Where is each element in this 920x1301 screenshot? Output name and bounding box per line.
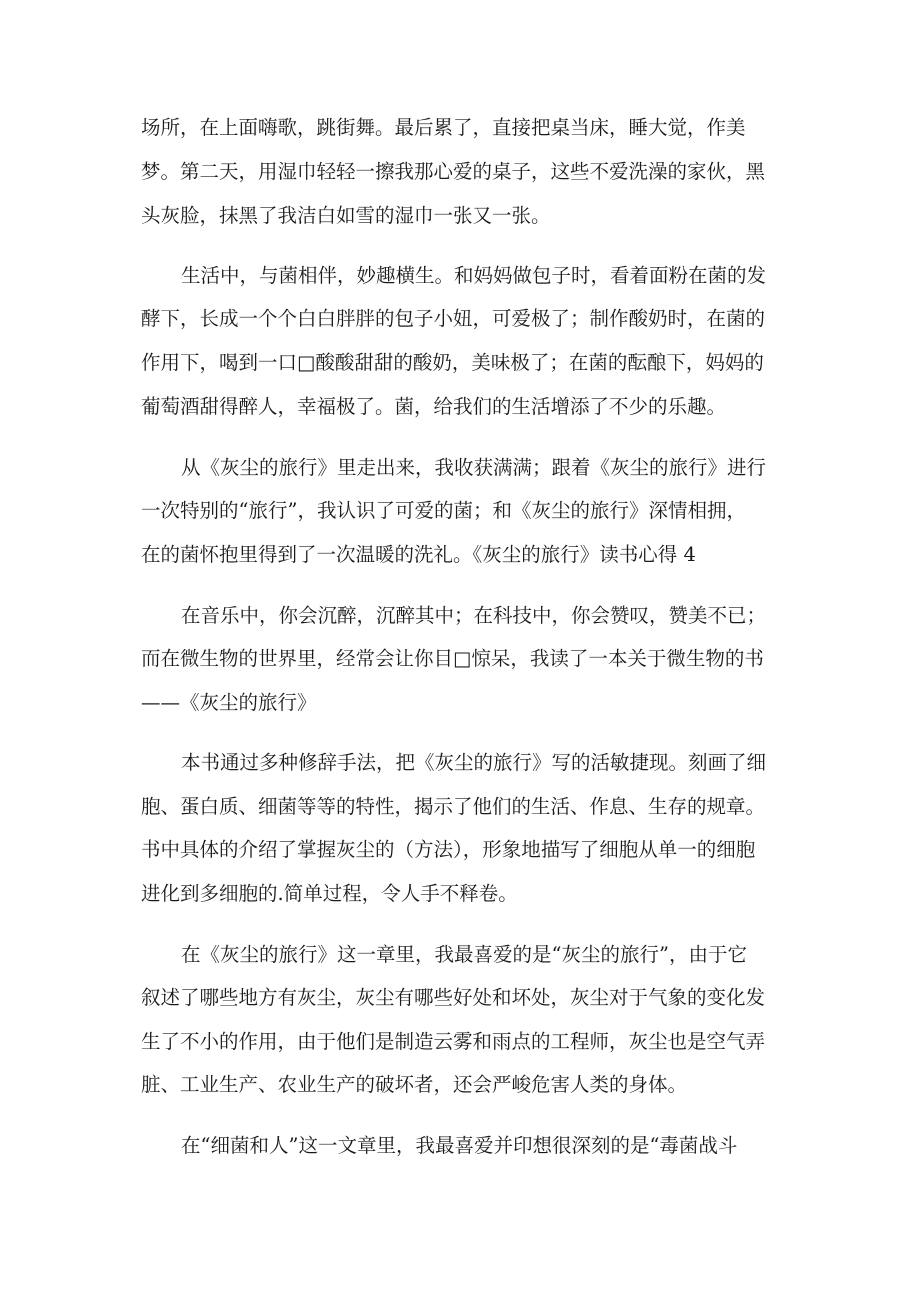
text-line: 一次特别的“旅行”，我认识了可爱的菌；和《灰尘的旅行》深情相拥， (141, 499, 746, 522)
text-line: 头灰脸，抹黑了我洁白如雪的湿巾一张又一张。 (141, 204, 551, 227)
text-line: 酵下，长成一个个白白胖胖的包子小妞，可爱极了；制作酸奶时，在菌的 (141, 307, 766, 330)
text-line: 脏、工业生产、农业生产的破坏者，还会严峻危害人类的身体。 (141, 1073, 688, 1096)
paragraph-start-line: 在音乐中，你会沉醉，沉醉其中；在科技中，你会赞叹，赞美不已； (181, 604, 767, 627)
text-line: 在的菌怀抱里得到了一次温暖的洗礼。《灰尘的旅行》读书心得 4 (141, 543, 696, 566)
text-line: ——《灰尘的旅行》 (141, 691, 317, 714)
text-line: 葡萄酒甜得醉人，幸福极了。菌，给我们的生活增添了不少的乐趣。 (141, 395, 727, 418)
paragraph-start-line: 在《灰尘的旅行》这一章里，我最喜爱的是“灰尘的旅行”，由于它 (181, 943, 747, 966)
text-line: 场所，在上面嗨歌，跳街舞。最后累了，直接把桌当床，睡大觉，作美 (141, 116, 746, 139)
text-line: 梦。第二天，用湿巾轻轻一擦我那心爱的桌子，这些不爱洗澡的家伙，黑 (141, 160, 766, 183)
paragraph-start-line: 生活中，与菌相伴，妙趣横生。和妈妈做包子时，看着面粉在菌的发 (181, 264, 767, 287)
text-line: 进化到多细胞的.简单过程，令人手不释卷。 (141, 882, 518, 905)
text-line: 而在微生物的世界里，经常会让你目□惊呆，我读了一本关于微生物的书 (141, 647, 764, 670)
text-line: 作用下，喝到一口□酸酸甜甜的酸奶，美味极了；在菌的酝酿下，妈妈的 (141, 351, 764, 374)
paragraph-start-line: 在“细菌和人”这一文章里，我最喜爱并印想很深刻的是“毒菌战斗 (181, 1134, 738, 1157)
text-line: 叙述了哪些地方有灰尘，灰尘有哪些好处和坏处，灰尘对于气象的变化发 (141, 986, 766, 1009)
paragraph-start-line: 本书通过多种修辞手法，把《灰尘的旅行》写的活敏捷现。刻画了细 (181, 751, 767, 774)
text-line: 胞、蛋白质、细菌等等的特性，揭示了他们的生活、作息、生存的规章。 (141, 795, 766, 818)
text-line: 书中具体的介绍了掌握灰尘的（方法），形象地描写了细胞从单一的细胞 (141, 838, 756, 861)
paragraph-start-line: 从《灰尘的旅行》里走出来，我收获满满；跟着《灰尘的旅行》进行 (181, 456, 767, 479)
text-line: 生了不小的作用，由于他们是制造云雾和雨点的工程师，灰尘也是空气弄 (141, 1030, 766, 1053)
